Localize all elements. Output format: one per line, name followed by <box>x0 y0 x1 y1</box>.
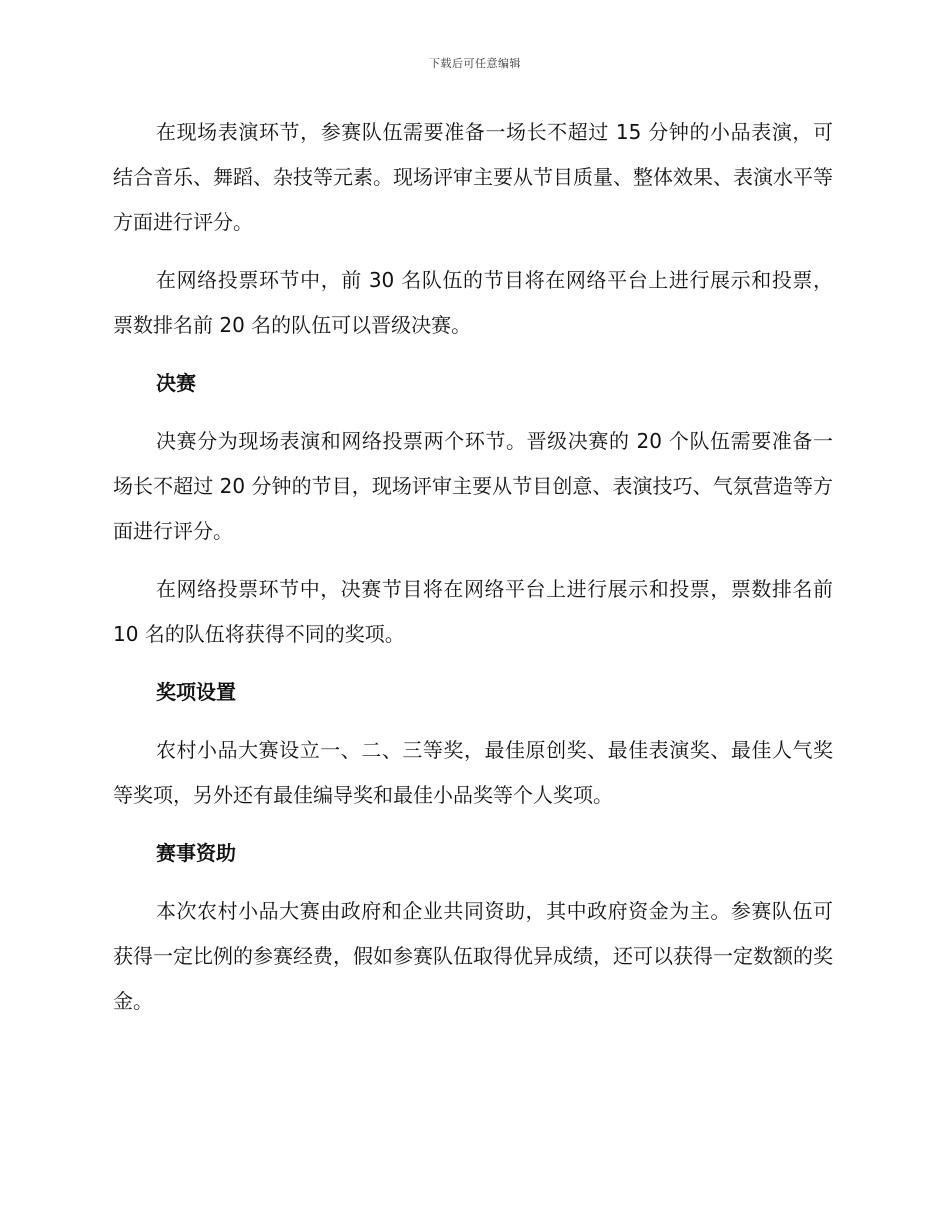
document-body <box>113 110 833 1037</box>
paragraph-final-voting: 在网络投票环节中，决赛节目将在网络平台上进行展示和投票，票数排名前 10 名的队伍将获得不同的奖项。 <box>113 577 833 646</box>
paragraph-final-format: 决赛分为现场表演和网络投票两个环节。晋级决赛的 20 个队伍需要准备一场长不超过 20 分钟的节目，现场评审主要从节目创意、表演技巧、气氛营造等方面进行评分。 <box>113 429 833 543</box>
paragraph-funding: 本次农村小品大赛由政府和企业共同资助，其中政府资金为主。参赛队伍可获得一定比例的参赛经费，假如参赛队伍取得优异成绩，还可以获得一定数额的奖金。 <box>113 899 833 1013</box>
heading-final: 决赛 <box>156 371 196 395</box>
heading-awards: 奖项设置 <box>156 680 236 704</box>
paragraph-awards: 农村小品大赛设立一、二、三等奖，最佳原创奖、最佳表演奖、最佳人气奖等奖项，另外还有最佳编导奖和最佳小品奖等个人奖项。 <box>113 738 833 807</box>
heading-funding: 赛事资助 <box>156 841 236 865</box>
paragraph-live-performance: 在现场表演环节，参赛队伍需要准备一场长不超过 15 分钟的小品表演，可结合音乐、舞蹈、杂技等元素。现场评审主要从节目质量、整体效果、表演水平等方面进行评分。 <box>113 120 833 234</box>
page-header: 下载后可任意编辑 <box>429 57 521 70</box>
paragraph-online-voting: 在网络投票环节中，前 30 名队伍的节目将在网络平台上进行展示和投票，票数排名前 20 名的队伍可以晋级决赛。 <box>113 268 833 337</box>
